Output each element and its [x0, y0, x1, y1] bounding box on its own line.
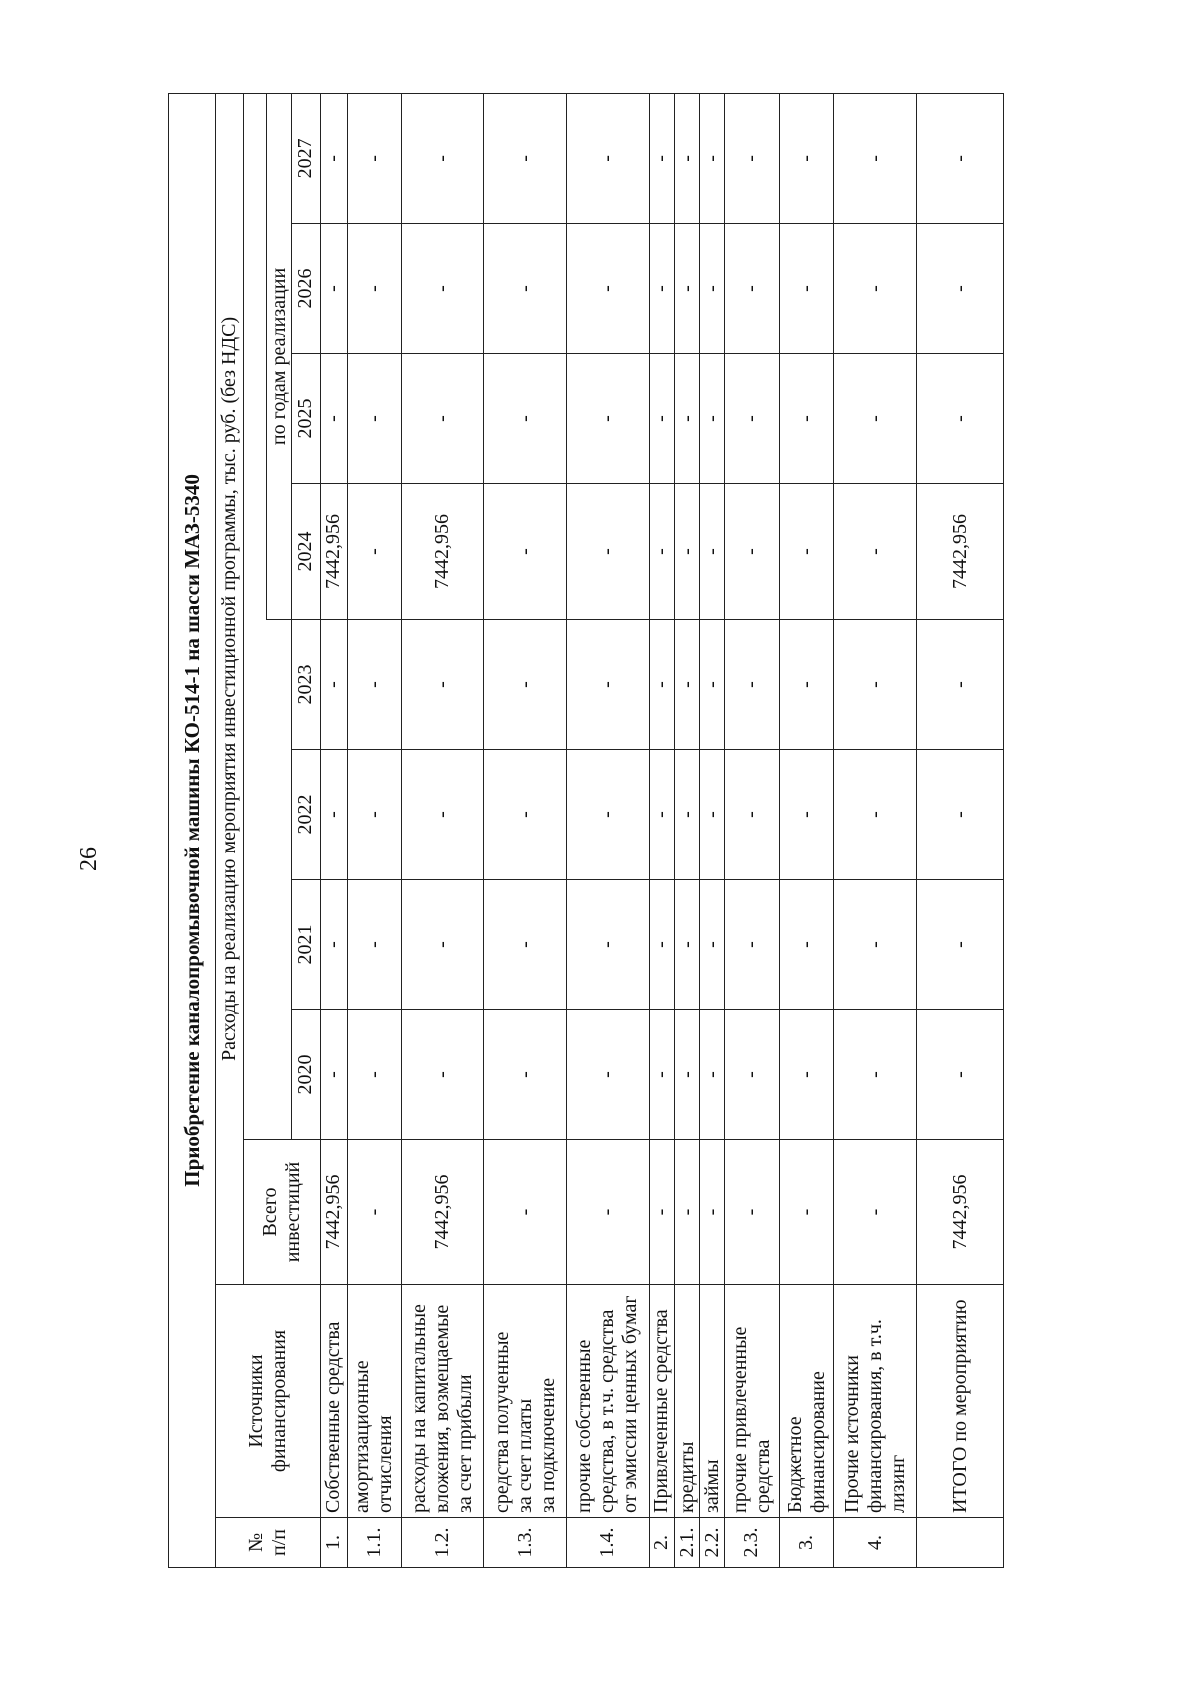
row-total: - — [724, 1140, 779, 1285]
row-number: 1.1. — [347, 1518, 401, 1568]
row-year-value: - — [484, 224, 567, 354]
row-year-value: - — [779, 93, 834, 223]
row-year-value: - — [566, 620, 649, 750]
table-row — [700, 93, 725, 1567]
header-year: 2020 — [291, 1010, 320, 1140]
row-year-value: - — [834, 93, 917, 223]
row-year-value: - — [917, 224, 1004, 354]
investment-table — [168, 93, 1004, 1568]
row-year-value: - — [401, 93, 484, 223]
row-year-value: - — [779, 1010, 834, 1140]
row-year-value: - — [566, 93, 649, 223]
row-year-value: - — [779, 880, 834, 1010]
row-year-value: - — [484, 354, 567, 484]
row-year-value: - — [834, 620, 917, 750]
row-year-value: - — [834, 1010, 917, 1140]
row-year-value: - — [484, 750, 567, 880]
header-year: 2024 — [291, 484, 320, 620]
row-total: 7442,956 — [917, 1140, 1004, 1285]
row-year-value: - — [724, 354, 779, 484]
row-year-value: - — [675, 484, 700, 620]
row-number: 1.3. — [484, 1518, 567, 1568]
row-year-value: - — [347, 880, 401, 1010]
row-year-value: - — [675, 620, 700, 750]
row-year-value: - — [649, 750, 675, 880]
row-year-value: - — [401, 354, 484, 484]
row-total: 7442,956 — [320, 1140, 347, 1285]
row-year-value: - — [779, 620, 834, 750]
row-number: 1.4. — [566, 1518, 649, 1568]
row-source: займы — [700, 1285, 725, 1518]
row-year-value: - — [834, 354, 917, 484]
row-year-value: - — [779, 484, 834, 620]
row-year-value: 7442,956 — [917, 484, 1004, 620]
rotated-table-wrapper — [168, 104, 1004, 1568]
row-year-value: - — [347, 484, 401, 620]
row-year-value: - — [724, 484, 779, 620]
row-year-value: - — [917, 1010, 1004, 1140]
header-source: Источники финансирования — [215, 1285, 320, 1518]
header-spacer-left — [267, 620, 292, 1140]
row-year-value: - — [700, 484, 725, 620]
row-year-value: - — [724, 1010, 779, 1140]
row-year-value: - — [834, 224, 917, 354]
header-expenses: Расходы на реализацию мероприятия инвестиционной программы, тыс. руб. (без НДС) — [215, 93, 244, 1284]
row-source: расходы на капитальные вложения, возмещаемые за счет прибыли — [401, 1285, 484, 1518]
row-year-value: - — [566, 484, 649, 620]
header-year: 2023 — [291, 620, 320, 750]
row-year-value: - — [401, 880, 484, 1010]
table-row — [566, 93, 649, 1567]
row-year-value: - — [484, 484, 567, 620]
row-year-value: - — [566, 224, 649, 354]
row-number: 1.2. — [401, 1518, 484, 1568]
table-row — [484, 93, 567, 1567]
row-year-value: - — [675, 93, 700, 223]
row-year-value: - — [649, 1010, 675, 1140]
row-year-value: - — [320, 750, 347, 880]
row-year-value: - — [675, 354, 700, 484]
header-year: 2025 — [291, 354, 320, 484]
row-source: кредиты — [675, 1285, 700, 1518]
row-year-value: - — [484, 1010, 567, 1140]
row-year-value: - — [347, 224, 401, 354]
row-year-value: - — [347, 354, 401, 484]
row-year-value: - — [675, 224, 700, 354]
row-year-value: - — [649, 224, 675, 354]
row-year-value: - — [320, 880, 347, 1010]
row-year-value: - — [724, 224, 779, 354]
row-year-value: - — [649, 880, 675, 1010]
row-year-value: - — [917, 354, 1004, 484]
table-row — [320, 93, 347, 1567]
row-year-value: - — [834, 750, 917, 880]
row-source: Бюджетное финансирование — [779, 1285, 834, 1518]
row-year-value: - — [834, 484, 917, 620]
row-year-value: - — [700, 750, 725, 880]
table-row — [347, 93, 401, 1567]
row-total: - — [566, 1140, 649, 1285]
row-year-value: - — [566, 1010, 649, 1140]
row-year-value: - — [700, 354, 725, 484]
row-year-value: - — [675, 750, 700, 880]
row-year-value: - — [724, 620, 779, 750]
table-row — [724, 93, 779, 1567]
row-year-value: - — [724, 750, 779, 880]
table-row — [834, 93, 917, 1567]
row-year-value: - — [320, 620, 347, 750]
row-year-value: - — [649, 484, 675, 620]
row-year-value: - — [320, 224, 347, 354]
row-source: Прочие источники финансирования, в т.ч. лизинг — [834, 1285, 917, 1518]
table-body — [320, 93, 1003, 1567]
page-number: 26 — [75, 847, 102, 871]
row-year-value: - — [917, 750, 1004, 880]
row-year-value: - — [484, 620, 567, 750]
row-year-value: - — [700, 620, 725, 750]
row-year-value: - — [484, 880, 567, 1010]
row-year-value: - — [484, 93, 567, 223]
header-year: 2021 — [291, 880, 320, 1010]
row-number: 2.2. — [700, 1518, 725, 1568]
row-year-value: - — [700, 93, 725, 223]
table-row — [779, 93, 834, 1567]
row-year-value: - — [675, 880, 700, 1010]
header-year: 2022 — [291, 750, 320, 880]
row-total: - — [649, 1140, 675, 1285]
row-year-value: - — [347, 1010, 401, 1140]
row-source: прочие привлеченные средства — [724, 1285, 779, 1518]
row-year-value: - — [320, 1010, 347, 1140]
row-year-value: - — [401, 750, 484, 880]
row-year-value: 7442,956 — [320, 484, 347, 620]
row-year-value: - — [347, 620, 401, 750]
row-year-value: - — [724, 93, 779, 223]
row-total: - — [779, 1140, 834, 1285]
row-number: 2.1. — [675, 1518, 700, 1568]
table-row — [917, 93, 1004, 1567]
row-year-value: 7442,956 — [401, 484, 484, 620]
row-year-value: - — [675, 1010, 700, 1140]
row-year-value: - — [566, 880, 649, 1010]
header-year: 2026 — [291, 224, 320, 354]
row-year-value: - — [917, 620, 1004, 750]
row-year-value: - — [649, 620, 675, 750]
row-year-value: - — [917, 880, 1004, 1010]
row-total: - — [347, 1140, 401, 1285]
row-year-value: - — [834, 880, 917, 1010]
row-number: 2. — [649, 1518, 675, 1568]
row-year-value: - — [779, 750, 834, 880]
row-year-value: - — [700, 1010, 725, 1140]
row-total: - — [484, 1140, 567, 1285]
row-year-value: - — [649, 354, 675, 484]
row-year-value: - — [700, 880, 725, 1010]
row-source: ИТОГО по мероприятию — [917, 1285, 1004, 1518]
row-source: Собственные средства — [320, 1285, 347, 1518]
row-source: амортизационные отчисления — [347, 1285, 401, 1518]
header-num: № п/п — [215, 1518, 320, 1568]
header-total: Всего инвестиций — [244, 1140, 320, 1285]
row-year-value: - — [320, 354, 347, 484]
table-row — [401, 93, 484, 1567]
row-year-value: - — [724, 880, 779, 1010]
row-year-value: - — [700, 224, 725, 354]
row-number: 3. — [779, 1518, 834, 1568]
row-number: 1. — [320, 1518, 347, 1568]
row-year-value: - — [917, 93, 1004, 223]
row-total: - — [700, 1140, 725, 1285]
row-source: средства полученные за счет платы за подключение — [484, 1285, 567, 1518]
header-spacer — [244, 93, 267, 1139]
table-title: Приобретение каналопромывочной машины КО-514-1 на шасси МАЗ-5340 — [169, 93, 216, 1567]
row-total: 7442,956 — [401, 1140, 484, 1285]
row-year-value: - — [779, 224, 834, 354]
row-number: 4. — [834, 1518, 917, 1568]
header-year: 2027 — [291, 93, 320, 223]
row-year-value: - — [566, 750, 649, 880]
row-total: - — [675, 1140, 700, 1285]
header-by-years: по годам реализации — [267, 93, 292, 619]
row-total: - — [834, 1140, 917, 1285]
table-row — [649, 93, 675, 1567]
row-year-value: - — [347, 750, 401, 880]
row-source: прочие собственные средства, в т.ч. средства от эмиссии ценных бумаг — [566, 1285, 649, 1518]
row-year-value: - — [401, 620, 484, 750]
table-row — [675, 93, 700, 1567]
row-year-value: - — [401, 224, 484, 354]
row-year-value: - — [320, 93, 347, 223]
row-source: Привлеченные средства — [649, 1285, 675, 1518]
row-year-value: - — [649, 93, 675, 223]
row-year-value: - — [779, 354, 834, 484]
row-number: 2.3. — [724, 1518, 779, 1568]
row-year-value: - — [401, 1010, 484, 1140]
row-year-value: - — [566, 354, 649, 484]
row-year-value: - — [347, 93, 401, 223]
row-number — [917, 1518, 1004, 1568]
